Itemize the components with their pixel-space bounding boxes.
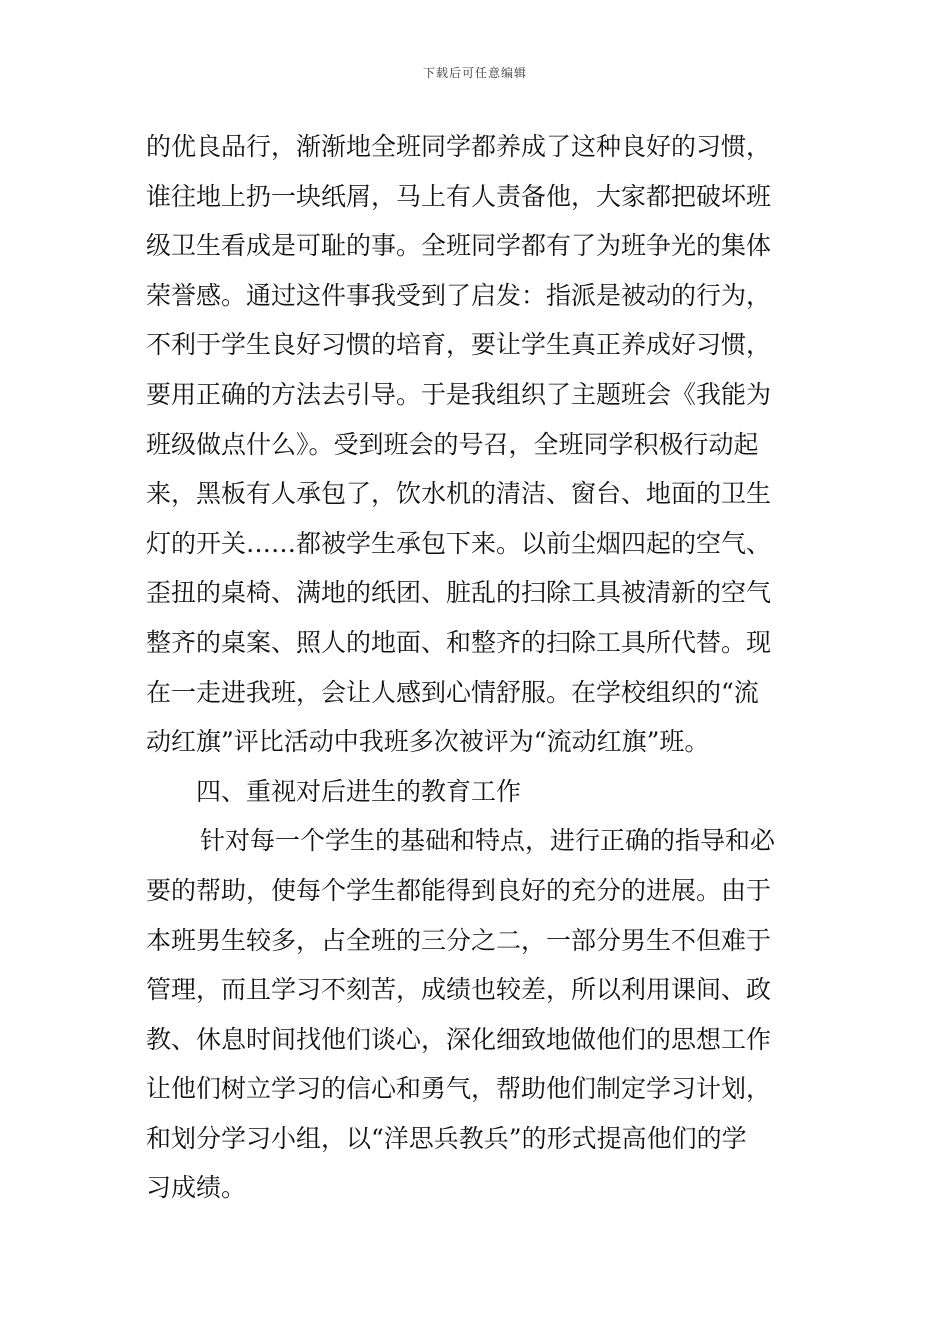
- paragraph-line: 级卫生看成是可耻的事。全班同学都有了为班争光的集体: [146, 231, 772, 261]
- paragraph-line: 荣誉感。通过这件事我受到了启发：指派是被动的行为，: [146, 280, 772, 310]
- paragraph-line: 和划分学习小组，以“洋思兵教兵”的形式提高他们的学: [146, 1123, 747, 1153]
- paragraph-line: 针对每一个学生的基础和特点，进行正确的指导和必: [200, 826, 776, 856]
- section-heading: 四、重视对后进生的教育工作: [196, 776, 522, 806]
- paragraph-line: 班级做点什么》。受到班会的号召，全班同学积极行动起: [146, 429, 759, 459]
- paragraph-line: 习成绩。: [146, 1173, 247, 1203]
- paragraph-line: 谁往地上扔一块纸屑，马上有人责备他，大家都把破坏班: [146, 181, 772, 211]
- paragraph-line: 不利于学生良好习惯的培育，要让学生真正养成好习惯，: [146, 330, 772, 360]
- document-body: [146, 122, 814, 1213]
- paragraph-line: 整齐的桌案、照人的地面、和整齐的扫除工具所代替。现: [146, 627, 772, 657]
- paragraph-line: 歪扭的桌椅、满地的纸团、脏乱的扫除工具被清新的空气: [146, 578, 772, 608]
- paragraph-line: 本班男生较多，占全班的三分之二，一部分男生不但难于: [146, 925, 772, 955]
- paragraph-line: 让他们树立学习的信心和勇气，帮助他们制定学习计划，: [146, 1074, 772, 1104]
- paragraph-line: 动红旗”评比活动中我班多次被评为“流动红旗”班。: [146, 727, 710, 757]
- paragraph-line: 要用正确的方法去引导。于是我组织了主题班会《我能为: [146, 379, 772, 409]
- paragraph-line: 在一走进我班，会让人感到心情舒服。在学校组织的“流: [146, 677, 759, 707]
- paragraph-line: 要的帮助，使每个学生都能得到良好的充分的进展。由于: [146, 875, 772, 905]
- paragraph-line: 教、休息时间找他们谈心，深化细致地做他们的思想工作: [146, 1024, 772, 1054]
- paragraph-line: 的优良品行，渐渐地全班同学都养成了这种良好的习惯，: [146, 132, 772, 161]
- paragraph-line: 来，黑板有人承包了，饮水机的清洁、窗台、地面的卫生: [146, 479, 772, 509]
- page-header: 下载后可任意编辑: [422, 66, 527, 80]
- paragraph-line: 灯的开关……都被学生承包下来。以前尘烟四起的空气、: [146, 528, 772, 558]
- paragraph-line: 管理，而且学习不刻苦，成绩也较差，所以利用课间、政: [146, 975, 772, 1005]
